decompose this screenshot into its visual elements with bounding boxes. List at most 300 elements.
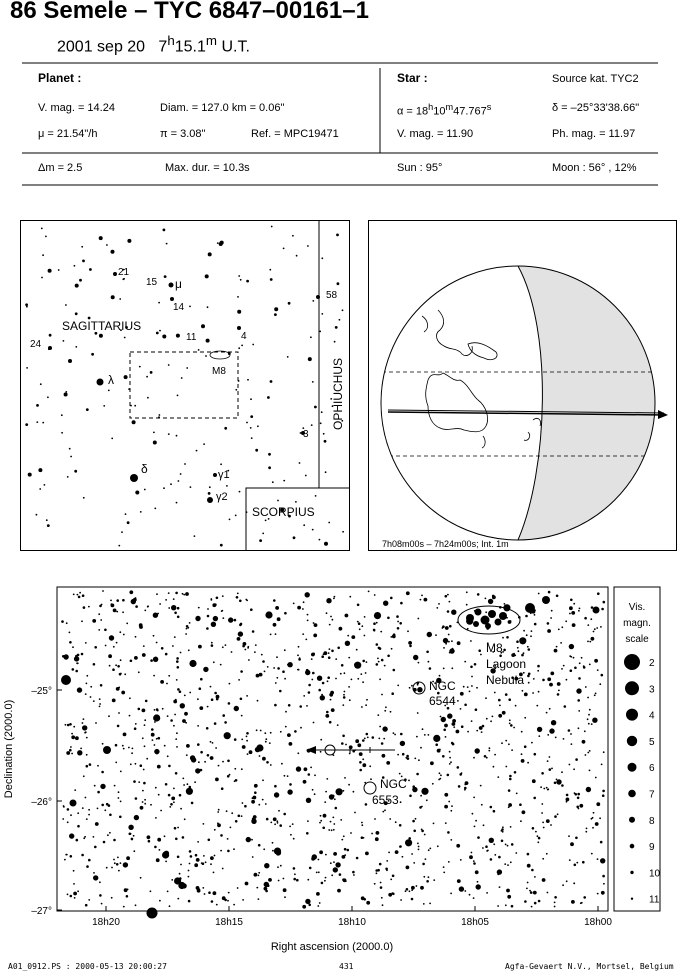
field-star bbox=[390, 879, 392, 881]
m8-cluster-star bbox=[485, 623, 491, 629]
field-star bbox=[464, 890, 466, 892]
field-star bbox=[179, 877, 182, 880]
field-star bbox=[278, 880, 280, 882]
field-star bbox=[85, 693, 87, 695]
field-star bbox=[77, 594, 79, 596]
field-star bbox=[490, 806, 493, 809]
field-star bbox=[210, 863, 212, 865]
field-star bbox=[521, 731, 523, 733]
field-star bbox=[112, 699, 116, 703]
field-star bbox=[275, 633, 277, 635]
field-star bbox=[560, 642, 562, 644]
field-star bbox=[289, 826, 291, 828]
field-star bbox=[475, 820, 477, 822]
finder-star bbox=[335, 326, 338, 329]
field-star bbox=[444, 805, 448, 809]
field-star bbox=[241, 768, 243, 770]
finder-star bbox=[168, 364, 170, 366]
field-star bbox=[527, 675, 530, 678]
field-star bbox=[175, 838, 178, 841]
field-star bbox=[556, 646, 558, 648]
field-star bbox=[395, 821, 397, 823]
ngc6553-label-a: NGC bbox=[380, 777, 407, 791]
field-star bbox=[90, 696, 92, 698]
field-star bbox=[77, 825, 80, 828]
finder-star bbox=[124, 375, 128, 379]
field-star bbox=[179, 794, 182, 797]
field-star bbox=[164, 835, 166, 837]
field-star bbox=[534, 902, 537, 905]
finder-star bbox=[312, 381, 314, 383]
field-star bbox=[174, 714, 176, 716]
field-star bbox=[178, 882, 185, 889]
field-star bbox=[443, 866, 445, 868]
field-star bbox=[238, 815, 241, 818]
finder-star bbox=[274, 313, 277, 316]
finder-star bbox=[250, 427, 252, 429]
field-star bbox=[88, 899, 90, 901]
field-star bbox=[111, 867, 113, 869]
field-star bbox=[142, 653, 146, 657]
field-star bbox=[333, 852, 337, 856]
x-tick-18h15: 18h15 bbox=[215, 917, 243, 928]
finder-star bbox=[252, 344, 254, 346]
field-star bbox=[381, 694, 383, 696]
field-star bbox=[420, 747, 422, 749]
finder-star bbox=[323, 433, 325, 435]
field-star bbox=[227, 838, 229, 840]
detail-chart-frame bbox=[57, 587, 608, 911]
field-star bbox=[273, 667, 275, 669]
finder-star bbox=[61, 414, 63, 416]
m8-desc2: Nebula bbox=[486, 673, 525, 687]
finder-star bbox=[180, 473, 182, 475]
field-star bbox=[530, 891, 533, 894]
field-star bbox=[473, 797, 475, 799]
field-star bbox=[265, 741, 267, 743]
field-star bbox=[571, 743, 573, 745]
field-star bbox=[443, 638, 448, 643]
field-star bbox=[582, 861, 585, 864]
bright-star bbox=[525, 603, 535, 613]
field-star bbox=[435, 743, 438, 746]
field-star bbox=[561, 668, 563, 670]
y-tick-26: –26° bbox=[31, 797, 52, 808]
field-star bbox=[344, 672, 346, 674]
star-heading: Star : bbox=[397, 71, 428, 85]
field-star bbox=[343, 790, 345, 792]
field-star bbox=[577, 699, 580, 702]
field-star bbox=[170, 719, 173, 722]
field-star bbox=[561, 626, 563, 628]
field-star bbox=[211, 622, 216, 627]
field-star bbox=[451, 640, 453, 642]
field-star bbox=[551, 610, 553, 612]
field-star bbox=[487, 850, 489, 852]
field-star bbox=[314, 793, 316, 795]
field-star bbox=[99, 881, 101, 883]
field-star bbox=[509, 723, 511, 725]
field-star bbox=[311, 658, 313, 660]
field-star bbox=[294, 873, 296, 875]
field-star bbox=[349, 745, 353, 749]
field-star bbox=[407, 757, 410, 760]
field-star bbox=[307, 820, 309, 822]
footer-page: 431 bbox=[339, 962, 354, 971]
field-star bbox=[233, 904, 235, 906]
field-star bbox=[258, 875, 260, 877]
field-star bbox=[595, 777, 597, 779]
field-star bbox=[436, 607, 438, 609]
field-star bbox=[267, 666, 269, 668]
field-star bbox=[214, 855, 216, 857]
field-star bbox=[428, 849, 430, 851]
x-tick-18h05: 18h05 bbox=[461, 917, 489, 928]
field-star bbox=[109, 665, 111, 667]
field-star bbox=[484, 755, 487, 758]
field-star bbox=[494, 692, 496, 694]
field-star bbox=[252, 856, 254, 858]
field-star bbox=[498, 714, 502, 718]
field-star bbox=[256, 674, 260, 678]
field-star bbox=[188, 649, 190, 651]
field-star bbox=[330, 862, 332, 864]
field-star bbox=[175, 879, 177, 881]
m8-cluster-star bbox=[466, 614, 474, 622]
field-star bbox=[420, 599, 422, 601]
field-star bbox=[322, 682, 325, 685]
field-star bbox=[538, 837, 541, 840]
finder-star bbox=[82, 260, 85, 263]
field-star bbox=[282, 670, 285, 673]
field-star bbox=[449, 625, 452, 628]
field-star bbox=[242, 745, 246, 749]
finder-star bbox=[159, 330, 161, 332]
field-star bbox=[511, 905, 514, 908]
field-star bbox=[234, 706, 239, 711]
finder-star bbox=[121, 531, 123, 533]
field-star bbox=[508, 698, 511, 701]
field-star bbox=[123, 634, 125, 636]
field-star bbox=[207, 754, 210, 757]
field-star bbox=[394, 734, 396, 736]
field-star bbox=[337, 724, 339, 726]
named-star bbox=[316, 295, 320, 299]
field-star bbox=[309, 867, 312, 870]
field-star bbox=[108, 715, 110, 717]
field-star bbox=[480, 654, 482, 656]
field-star bbox=[337, 889, 341, 893]
field-star bbox=[578, 710, 580, 712]
field-star bbox=[75, 670, 78, 673]
field-star bbox=[348, 686, 350, 688]
field-star bbox=[463, 686, 465, 688]
field-star bbox=[489, 838, 494, 843]
field-star bbox=[252, 797, 254, 799]
field-star bbox=[124, 673, 126, 675]
field-star bbox=[160, 680, 164, 684]
field-star bbox=[267, 884, 270, 887]
field-star bbox=[528, 648, 531, 651]
field-star bbox=[492, 716, 494, 718]
field-star bbox=[429, 903, 431, 905]
field-star bbox=[558, 690, 560, 692]
field-star bbox=[531, 906, 533, 908]
event-time-ut: U.T. bbox=[217, 38, 250, 56]
field-star bbox=[98, 613, 100, 615]
field-star bbox=[85, 797, 87, 799]
field-star bbox=[228, 617, 233, 622]
field-star bbox=[516, 640, 519, 643]
field-star bbox=[411, 898, 414, 901]
field-star bbox=[435, 634, 437, 636]
field-star bbox=[460, 708, 462, 710]
field-star bbox=[542, 679, 545, 682]
finder-star bbox=[42, 422, 44, 424]
field-star bbox=[85, 904, 88, 907]
field-star bbox=[226, 810, 228, 812]
field-star bbox=[591, 723, 593, 725]
field-star bbox=[113, 609, 117, 613]
field-star bbox=[602, 875, 605, 878]
field-star bbox=[308, 904, 311, 907]
field-star bbox=[374, 594, 376, 596]
field-star bbox=[414, 758, 416, 760]
field-star bbox=[131, 752, 133, 754]
field-star bbox=[504, 863, 506, 865]
field-star bbox=[82, 722, 84, 724]
named-star bbox=[169, 283, 174, 288]
finder-star bbox=[205, 274, 209, 278]
field-star bbox=[241, 815, 243, 817]
field-star bbox=[94, 846, 97, 849]
field-star bbox=[531, 630, 533, 632]
finder-star bbox=[25, 303, 28, 306]
field-star bbox=[251, 800, 255, 804]
field-star bbox=[287, 664, 289, 666]
field-star bbox=[430, 761, 434, 765]
field-star bbox=[70, 895, 73, 898]
field-star bbox=[222, 761, 224, 763]
field-star bbox=[71, 735, 75, 739]
finder-star bbox=[239, 491, 241, 493]
field-star bbox=[365, 704, 367, 706]
field-star bbox=[95, 822, 99, 826]
field-star bbox=[174, 606, 176, 608]
time-m-unit: m bbox=[205, 33, 217, 48]
field-star bbox=[368, 591, 370, 593]
field-star bbox=[402, 856, 404, 858]
field-star bbox=[587, 641, 589, 643]
field-star bbox=[103, 841, 106, 844]
field-star bbox=[304, 781, 306, 783]
field-star bbox=[64, 859, 66, 861]
field-star bbox=[77, 662, 79, 664]
field-star bbox=[451, 742, 454, 745]
field-star bbox=[158, 794, 160, 796]
field-star bbox=[69, 833, 74, 838]
field-star bbox=[473, 860, 475, 862]
field-star bbox=[328, 656, 331, 659]
finder-star bbox=[103, 405, 105, 407]
field-star bbox=[549, 683, 553, 687]
field-star bbox=[550, 617, 552, 619]
field-star bbox=[506, 889, 510, 893]
field-star bbox=[272, 850, 274, 852]
field-star bbox=[90, 686, 92, 688]
field-star bbox=[343, 835, 345, 837]
named-star bbox=[170, 297, 174, 301]
field-star bbox=[534, 876, 536, 878]
field-star bbox=[307, 614, 309, 616]
field-star bbox=[392, 635, 396, 639]
scale-label-4: 4 bbox=[649, 710, 655, 722]
finder-star bbox=[255, 449, 258, 452]
field-star bbox=[526, 888, 528, 890]
scale-dot-8 bbox=[629, 817, 635, 823]
field-star bbox=[176, 679, 178, 681]
field-star bbox=[312, 789, 314, 791]
field-star bbox=[447, 831, 450, 834]
field-star bbox=[240, 670, 243, 673]
finder-star bbox=[283, 248, 285, 250]
field-star bbox=[93, 872, 95, 874]
field-star bbox=[168, 675, 170, 677]
finder-star bbox=[111, 250, 115, 254]
field-star bbox=[218, 809, 220, 811]
field-star bbox=[213, 616, 218, 621]
field-star bbox=[481, 731, 483, 733]
field-star bbox=[213, 661, 215, 663]
field-star bbox=[447, 774, 450, 777]
field-star bbox=[184, 712, 188, 716]
finder-star bbox=[106, 244, 108, 246]
field-star bbox=[238, 679, 240, 681]
finder-star bbox=[196, 450, 198, 452]
field-star bbox=[88, 814, 90, 816]
field-star bbox=[186, 744, 190, 748]
field-star bbox=[120, 862, 122, 864]
field-star bbox=[351, 635, 355, 639]
field-star bbox=[400, 602, 403, 605]
field-star bbox=[344, 848, 347, 851]
field-star bbox=[537, 835, 539, 837]
finder-star bbox=[177, 395, 179, 397]
field-star bbox=[554, 902, 556, 904]
finder-star bbox=[203, 443, 205, 445]
field-star bbox=[211, 900, 214, 903]
field-star bbox=[279, 824, 282, 827]
scale-dot-2 bbox=[624, 654, 640, 670]
field-star bbox=[296, 766, 301, 771]
field-star bbox=[293, 838, 295, 840]
field-star bbox=[337, 647, 340, 650]
field-star bbox=[425, 858, 427, 860]
field-star bbox=[116, 642, 118, 644]
finder-star bbox=[75, 284, 79, 288]
field-star bbox=[524, 745, 527, 748]
field-star bbox=[323, 814, 327, 818]
field-star bbox=[266, 818, 269, 821]
field-star bbox=[169, 806, 171, 808]
field-star bbox=[535, 831, 537, 833]
finder-star bbox=[69, 448, 71, 450]
field-star bbox=[364, 616, 366, 618]
field-star bbox=[156, 738, 158, 740]
field-star bbox=[177, 607, 180, 610]
field-star bbox=[533, 797, 536, 800]
field-star bbox=[471, 720, 473, 722]
field-star bbox=[578, 677, 581, 680]
field-star bbox=[74, 789, 76, 791]
finder-star bbox=[118, 545, 120, 547]
field-star bbox=[274, 704, 277, 707]
field-star bbox=[585, 831, 587, 833]
field-star bbox=[578, 610, 580, 612]
field-star bbox=[142, 737, 144, 739]
field-star bbox=[265, 803, 267, 805]
field-star bbox=[469, 894, 471, 896]
field-star bbox=[217, 822, 219, 824]
field-star bbox=[361, 706, 363, 708]
field-star bbox=[505, 844, 507, 846]
field-star bbox=[568, 729, 571, 732]
finder-star bbox=[315, 495, 317, 497]
field-star bbox=[400, 733, 403, 736]
field-star bbox=[574, 667, 577, 670]
field-star bbox=[303, 601, 305, 603]
field-star bbox=[274, 792, 279, 797]
field-star bbox=[569, 764, 571, 766]
field-star bbox=[331, 874, 333, 876]
field-star bbox=[353, 874, 355, 876]
field-star bbox=[354, 812, 356, 814]
field-star bbox=[308, 684, 311, 687]
field-star bbox=[380, 882, 382, 884]
field-star bbox=[206, 627, 209, 630]
field-star bbox=[189, 692, 191, 694]
field-star bbox=[202, 862, 205, 865]
field-star bbox=[302, 608, 304, 610]
field-star bbox=[72, 668, 75, 671]
field-star bbox=[406, 591, 410, 595]
field-star bbox=[456, 730, 460, 734]
field-star bbox=[538, 900, 541, 903]
field-star bbox=[418, 849, 420, 851]
page-title: 86 Semele – TYC 6847–00161–1 bbox=[10, 0, 369, 24]
field-star bbox=[97, 808, 99, 810]
field-star bbox=[165, 653, 168, 656]
finder-star bbox=[274, 307, 278, 311]
finder-star bbox=[125, 513, 127, 515]
finder-star bbox=[181, 377, 183, 379]
field-star bbox=[366, 733, 369, 736]
field-star bbox=[214, 692, 217, 695]
field-star bbox=[67, 821, 69, 823]
field-star bbox=[599, 683, 601, 685]
scale-title-2: magn. bbox=[623, 618, 651, 629]
field-star bbox=[278, 810, 280, 812]
field-star bbox=[386, 860, 388, 862]
field-star bbox=[254, 873, 258, 877]
field-star bbox=[184, 818, 186, 820]
field-star bbox=[222, 646, 224, 648]
field-star bbox=[392, 875, 395, 878]
field-star bbox=[527, 853, 530, 856]
field-star bbox=[195, 854, 198, 857]
field-star bbox=[587, 752, 589, 754]
field-star bbox=[297, 654, 299, 656]
